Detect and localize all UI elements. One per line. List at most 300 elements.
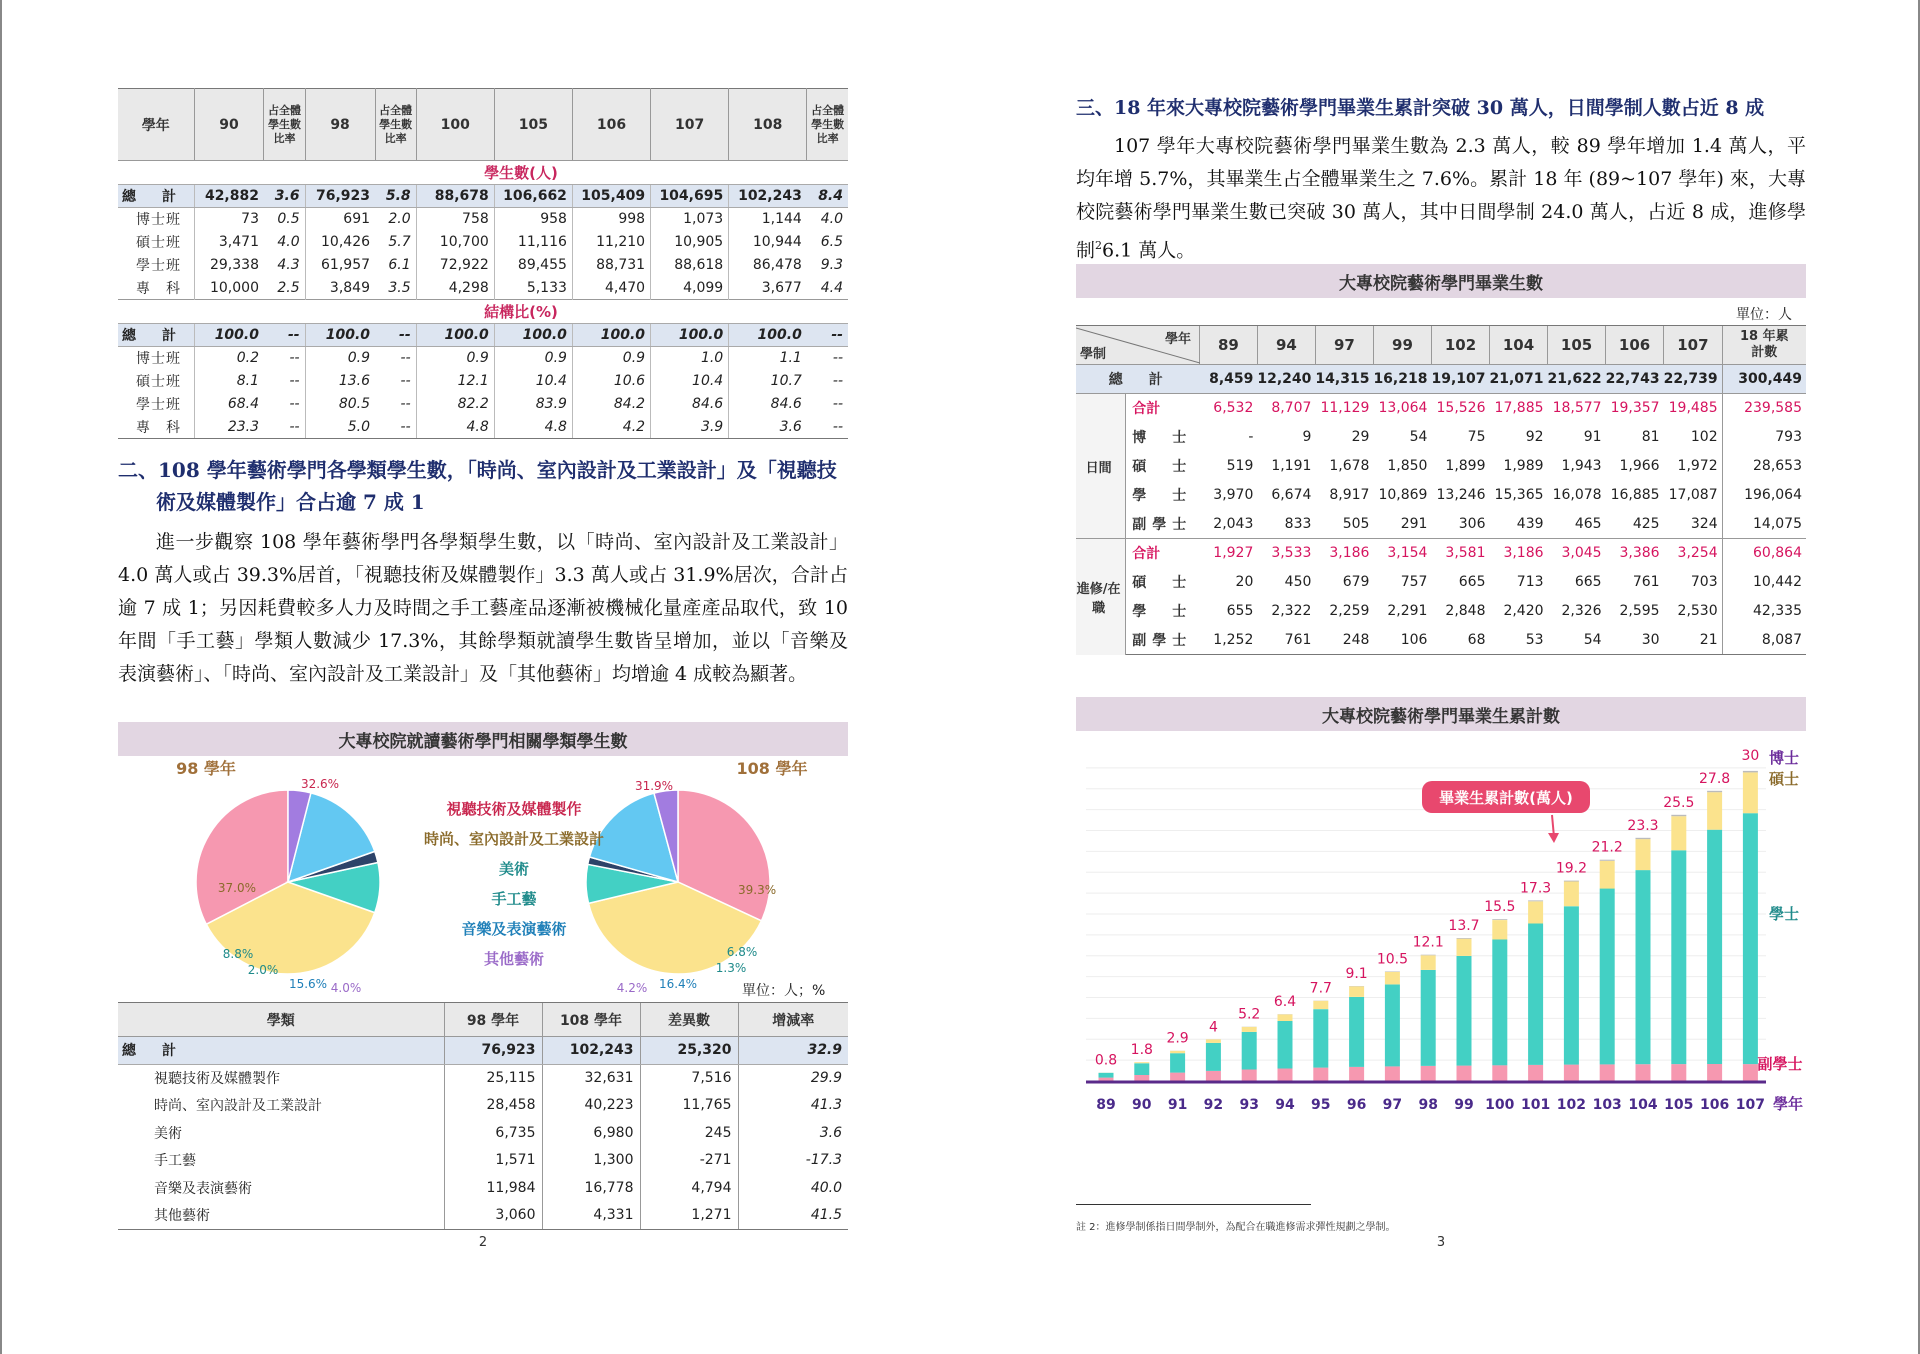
table-cell: 100.0 xyxy=(494,324,572,347)
header-cell: 108 xyxy=(729,89,807,161)
table-cell: 1,927 xyxy=(1199,539,1257,568)
table-cell: 40.0 xyxy=(738,1174,848,1202)
table-row xyxy=(1076,568,1806,597)
table-cell: 703 xyxy=(1690,574,1718,590)
table-row xyxy=(118,277,848,300)
series-label: 副學士 xyxy=(1757,1055,1803,1073)
bar-segment xyxy=(1707,830,1722,1064)
row-label: 碩士班 xyxy=(136,374,181,390)
bar-segment xyxy=(1671,815,1686,816)
table-cell: 245 xyxy=(640,1119,738,1147)
header-cell: 89 xyxy=(1199,326,1257,365)
table-cell: 11,984 xyxy=(444,1174,542,1202)
table-cell: 4.4 xyxy=(820,279,843,296)
table-cell: 21 xyxy=(1664,626,1723,655)
row-label: 合計 xyxy=(1126,394,1200,423)
table-cell: 1,850 xyxy=(1387,458,1428,474)
table-row xyxy=(1076,423,1806,452)
table-cell: 100.0 xyxy=(572,324,650,347)
bar-segment xyxy=(1457,1066,1472,1081)
table-cell: 73 xyxy=(194,208,264,231)
table-cell: 3.9 xyxy=(651,416,729,439)
table-cell: 239,585 xyxy=(1722,394,1806,423)
footnote: 註 2：進修學制係指日間學制外，為配合在職進修需求彈性規劃之學制。 xyxy=(1076,1222,1396,1233)
table-cell: 2.0 xyxy=(388,211,411,228)
bar-segment xyxy=(1600,1064,1615,1081)
table-row xyxy=(118,1119,848,1147)
unit-label: 單位：人 xyxy=(1736,307,1792,323)
table-cell: 20 xyxy=(1235,574,1254,590)
bar-segment xyxy=(1313,1009,1328,1067)
table-cell: -- xyxy=(289,373,300,389)
row-label: 其他藝術 xyxy=(118,1202,444,1230)
table-cell: 10.6 xyxy=(572,370,650,393)
table-cell: 761 xyxy=(1257,626,1315,655)
bar-segment xyxy=(1313,1068,1328,1081)
table-cell: 761 xyxy=(1632,574,1660,590)
table-cell: 1,571 xyxy=(444,1147,542,1175)
table-cell: -- xyxy=(264,416,305,439)
header-cell: 106 xyxy=(1606,326,1664,365)
table-cell: 28,458 xyxy=(444,1092,542,1120)
bar-segment xyxy=(1671,850,1686,1064)
table-cell: 42,335 xyxy=(1722,597,1806,626)
table-cell: 519 xyxy=(1226,458,1254,474)
series-label: 碩士 xyxy=(1768,770,1800,788)
table-cell: 1,943 xyxy=(1561,458,1602,474)
header-cell: 學年 xyxy=(118,89,194,161)
table-cell: 1,678 xyxy=(1329,458,1370,474)
x-tick-label: 98 xyxy=(1418,1097,1438,1113)
table-cell: 19,357 xyxy=(1606,394,1664,423)
table-cell: 81 xyxy=(1641,429,1660,445)
table-cell: 10,700 xyxy=(416,231,494,254)
table-cell: 2,326 xyxy=(1561,603,1602,619)
table-cell: 998 xyxy=(572,208,650,231)
table3-title: 大專校院藝術學門畢業生數 xyxy=(1076,264,1806,298)
bar-segment xyxy=(1457,938,1472,939)
table-cell: 1,252 xyxy=(1199,626,1257,655)
bar-segment xyxy=(1492,1065,1507,1081)
row-label: 學 士 xyxy=(1132,604,1193,620)
bar-segment xyxy=(1206,1043,1221,1071)
bar-segment xyxy=(1492,919,1507,920)
table-row xyxy=(1076,452,1806,481)
table-cell: -17.3 xyxy=(738,1147,848,1175)
graduates-table xyxy=(1076,325,1806,655)
bar-segment xyxy=(1134,1062,1149,1063)
header-cell: 100 xyxy=(416,89,494,161)
bar-segment xyxy=(1099,1073,1114,1078)
table-cell: 19,485 xyxy=(1664,394,1723,423)
header-cell: 98 xyxy=(305,89,375,161)
row-label: 博 士 xyxy=(1132,430,1193,446)
table-cell: 100.0 xyxy=(651,324,729,347)
table-row xyxy=(118,393,848,416)
table-cell: 4.0 xyxy=(277,234,300,250)
table-cell: 17,885 xyxy=(1490,394,1548,423)
table-cell: -- xyxy=(264,324,305,347)
bar-total-label: 12.1 xyxy=(1412,934,1444,951)
x-tick-label: 101 xyxy=(1520,1097,1551,1113)
table-cell: 2,595 xyxy=(1619,603,1660,619)
x-tick-label: 106 xyxy=(1699,1097,1730,1113)
bar-segment xyxy=(1743,813,1758,1064)
row-label: 博士班 xyxy=(136,351,181,368)
bar-total-label: 7.7 xyxy=(1309,980,1332,997)
table-cell: 1.0 xyxy=(651,347,729,370)
bar-total-label: 6.4 xyxy=(1273,994,1297,1011)
table-cell: 10,426 xyxy=(305,231,375,254)
table-cell: 3,677 xyxy=(729,277,807,300)
heading-line: 二、108 學年藝術學門各學類學生數，「時尚、室內設計及工業設計」及「視聽技 xyxy=(118,458,837,482)
table-cell: 8.4 xyxy=(807,185,848,208)
bar-segment xyxy=(1743,772,1758,813)
table-cell: 300,449 xyxy=(1722,365,1806,394)
table-cell: 15,365 xyxy=(1494,487,1544,503)
table-cell: 100.0 xyxy=(305,324,375,347)
bar-total-label: 15.5 xyxy=(1484,899,1516,916)
table-cell: 102,243 xyxy=(729,185,807,208)
table-cell: 4.8 xyxy=(416,416,494,439)
table-cell: 106 xyxy=(1373,626,1431,655)
bar-segment xyxy=(1636,838,1651,839)
table-row xyxy=(118,1202,848,1230)
bar-segment xyxy=(1492,940,1507,1066)
table-cell: 3,471 xyxy=(194,231,264,254)
table-cell: 3,060 xyxy=(444,1202,542,1230)
pie-charts xyxy=(118,756,848,996)
table-row xyxy=(1076,597,1806,626)
corner-bottom: 學制 xyxy=(1080,347,1107,362)
row-label: 碩 士 xyxy=(1132,575,1193,591)
cumulative-graduates-chart xyxy=(1076,735,1806,1115)
header-cell: 90 xyxy=(194,89,264,161)
table-cell: 84.6 xyxy=(651,393,729,416)
table-cell: 28,653 xyxy=(1722,452,1806,481)
table-cell: 72,922 xyxy=(416,254,494,277)
footnote-ref: 2 xyxy=(1095,239,1103,252)
bar-segment xyxy=(1600,860,1615,861)
table-cell: 88,731 xyxy=(572,254,650,277)
section-2-heading xyxy=(118,454,848,518)
bar-segment xyxy=(1636,839,1651,870)
table-row xyxy=(1076,626,1806,655)
bar-segment xyxy=(1278,1014,1293,1021)
table-cell: 75 xyxy=(1467,429,1486,445)
table-cell: 8,087 xyxy=(1722,626,1806,655)
section-label: 學生數(人) xyxy=(194,161,848,185)
bar-segment xyxy=(1385,972,1400,985)
students-by-level-table xyxy=(118,88,848,439)
header-cell: 105 xyxy=(494,89,572,161)
table-cell: 4,298 xyxy=(416,277,494,300)
table-cell: 0.9 xyxy=(494,347,572,370)
pie-data-label: 15.6% xyxy=(288,977,328,991)
footnote-rule xyxy=(1076,1204,1311,1205)
table-cell: -- xyxy=(289,396,300,412)
pie-data-label: 2.0% xyxy=(247,963,279,977)
pie-legend xyxy=(424,800,604,968)
page-2 xyxy=(118,0,848,1354)
table-cell: -- xyxy=(375,324,416,347)
table-cell: 11,116 xyxy=(494,231,572,254)
table-cell: 0.9 xyxy=(416,347,494,370)
table-cell: 2.5 xyxy=(277,279,300,296)
bar-total-label: 10.5 xyxy=(1376,951,1408,968)
table-cell: 450 xyxy=(1284,574,1312,590)
table-cell: 2,291 xyxy=(1387,603,1428,619)
table-cell: 2,322 xyxy=(1271,603,1312,619)
table-row xyxy=(1076,394,1806,423)
bar-segment xyxy=(1421,955,1436,970)
row-label: 美術 xyxy=(154,1125,182,1142)
table-cell: 1.1 xyxy=(729,347,807,370)
callout-text: 畢業生累計數(萬人) xyxy=(1439,789,1573,807)
row-label: 博士班 xyxy=(136,212,181,229)
header-cell: 占全體學生數比率 xyxy=(375,89,416,161)
bar-segment xyxy=(1421,955,1436,956)
table-cell: 91 xyxy=(1583,429,1602,445)
header-cell: 學類 xyxy=(118,1003,444,1037)
table-cell: 29,338 xyxy=(194,254,264,277)
table-cell: 41.3 xyxy=(738,1092,848,1120)
x-axis-label: 學年 xyxy=(1772,1095,1804,1113)
table-cell: 76,923 xyxy=(444,1037,542,1065)
table-row xyxy=(118,1037,848,1065)
table-cell: 86,478 xyxy=(729,254,807,277)
section-3-heading: 三、18 年來大專校院藝術學門畢業生累計突破 30 萬人，日間學制人數占近 8 成 xyxy=(1076,97,1765,119)
corner-cell xyxy=(1076,326,1199,365)
row-label: 副學士 xyxy=(1132,516,1193,533)
category-students-table xyxy=(118,1002,848,1230)
table-cell: 3,581 xyxy=(1431,539,1489,568)
row-label: 學士班 xyxy=(136,258,181,274)
pie-data-label: 4.2% xyxy=(616,981,648,995)
table-cell: 41.5 xyxy=(738,1202,848,1230)
x-tick-label: 103 xyxy=(1592,1097,1622,1113)
x-tick-labels xyxy=(1096,1097,1765,1113)
table-cell: 100.0 xyxy=(194,324,264,347)
table-cell: 8,707 xyxy=(1257,394,1315,423)
pie-data-label: 39.3% xyxy=(738,883,777,897)
x-tick-label: 90 xyxy=(1132,1097,1152,1113)
table-cell: 22,739 xyxy=(1664,365,1723,394)
table-cell: 16,218 xyxy=(1373,365,1431,394)
table-cell: 10.4 xyxy=(494,370,572,393)
callout-arrowhead xyxy=(1548,833,1559,843)
table-cell: 60,864 xyxy=(1722,539,1806,568)
table-cell: 61,957 xyxy=(305,254,375,277)
table-cell: 2,420 xyxy=(1503,603,1544,619)
bar-segment xyxy=(1564,1065,1579,1081)
table-cell: 15,526 xyxy=(1431,394,1489,423)
bar-segment xyxy=(1134,1063,1149,1075)
header-cell: 18 年累計數 xyxy=(1722,326,1806,365)
x-tick-label: 102 xyxy=(1556,1097,1587,1113)
table-cell: 12,240 xyxy=(1257,365,1315,394)
bar-segment xyxy=(1564,881,1579,882)
table-cell: 68.4 xyxy=(194,393,264,416)
header-cell: 97 xyxy=(1315,326,1373,365)
x-tick-label: 89 xyxy=(1096,1097,1116,1113)
table-cell: 757 xyxy=(1400,574,1428,590)
table-cell: 3,533 xyxy=(1257,539,1315,568)
table-cell: -- xyxy=(832,373,843,389)
bar-segment xyxy=(1349,1067,1364,1081)
section-2-paragraph: 進一步觀察 108 學年藝術學門各學類學生數，以「時尚、室內設計及工業設計」4.0 萬人或占 39.3%居首，「視聽技術及媒體製作」3.3 萬人或占 31.9%居次，合計占逾 7 成 1；另因耗費較多人力及時間之手工藝產品逐漸被機械化量產產品取代，致 10 年間「手工藝」學類人數減少 17.3%，其餘學類就讀學生數皆呈增加，並以「音樂及表演藝術」、「時尚、室內設計及工業設計」及「其他藝術」均增逾 4 成較為顯著。 xyxy=(118,531,848,685)
table-cell: -- xyxy=(400,373,411,389)
header-cell: 98 學年 xyxy=(444,1003,542,1037)
table-cell: 10,869 xyxy=(1378,487,1428,503)
table-row xyxy=(118,208,848,231)
header-cell: 94 xyxy=(1257,326,1315,365)
row-label: 碩 士 xyxy=(1132,459,1193,475)
pie-right-year: 108 學年 xyxy=(736,759,808,778)
row-label: 專 科 xyxy=(118,416,194,439)
section-spacer xyxy=(118,300,194,324)
header-cell: 差異數 xyxy=(640,1003,738,1037)
table-header xyxy=(118,1003,848,1037)
bar-segment xyxy=(1528,901,1543,923)
table-cell: 4.3 xyxy=(277,257,300,273)
table-cell: 5.8 xyxy=(375,185,416,208)
table-cell: 6,674 xyxy=(1271,487,1312,503)
bar-total-label: 23.3 xyxy=(1627,817,1659,834)
bar-segment xyxy=(1206,1071,1221,1081)
table-cell: 3,254 xyxy=(1664,539,1723,568)
bar-segment xyxy=(1242,1027,1257,1032)
table-cell: -- xyxy=(375,416,416,439)
x-tick-label: 99 xyxy=(1454,1097,1474,1113)
bar-segment xyxy=(1636,870,1651,1064)
bar-segment xyxy=(1206,1039,1221,1043)
table-cell: 4,794 xyxy=(640,1174,738,1202)
header-cell: 108 學年 xyxy=(542,1003,640,1037)
table-cell: 83.9 xyxy=(494,393,572,416)
row-label: 碩士班 xyxy=(136,235,181,251)
table-cell: 32,631 xyxy=(542,1064,640,1092)
page-3 xyxy=(1076,0,1806,1354)
bar-segment xyxy=(1564,882,1579,907)
row-label: 音樂及表演藝術 xyxy=(154,1180,252,1197)
table-cell: 10.7 xyxy=(729,370,807,393)
table-cell: 465 xyxy=(1574,515,1602,532)
table-cell: 9.3 xyxy=(820,257,843,273)
table-cell: 4.8 xyxy=(494,416,572,439)
table-cell: -- xyxy=(832,396,843,412)
x-tick-label: 96 xyxy=(1346,1097,1367,1113)
corner-top: 學年 xyxy=(1164,332,1191,347)
table-cell: 1,989 xyxy=(1503,458,1544,474)
table-cell: 679 xyxy=(1342,574,1370,590)
table-cell: 4.0 xyxy=(820,211,843,228)
table-cell: -- xyxy=(807,416,848,439)
bar-segment xyxy=(1421,970,1436,1066)
header-cell: 107 xyxy=(651,89,729,161)
table-cell: 23.3 xyxy=(194,416,264,439)
table-row xyxy=(118,231,848,254)
table-cell: 8.1 xyxy=(194,370,264,393)
table-cell: 2,043 xyxy=(1213,515,1254,532)
pie-data-label: 32.6% xyxy=(300,777,340,791)
pie-data-label: 6.8% xyxy=(726,945,758,959)
row-label: 合計 xyxy=(1126,539,1200,568)
bar-segment xyxy=(1528,900,1543,901)
group-label: 日間 xyxy=(1076,394,1126,539)
header-cell: 102 xyxy=(1431,326,1489,365)
table-cell: 1,899 xyxy=(1445,458,1486,474)
table-cell: 3,154 xyxy=(1373,539,1431,568)
table-cell: 1,191 xyxy=(1271,458,1312,474)
table-cell: 30 xyxy=(1606,626,1664,655)
table-row xyxy=(118,1147,848,1175)
table-cell: 958 xyxy=(494,208,572,231)
bar-segment xyxy=(1278,1021,1293,1069)
bar-segment xyxy=(1421,1066,1436,1081)
table-header xyxy=(1076,326,1806,365)
bar-total-label: 13.7 xyxy=(1448,918,1480,934)
table-cell: 439 xyxy=(1516,515,1544,532)
page-number: 3 xyxy=(1436,1235,1446,1250)
section-label: 結構比(%) xyxy=(194,300,848,324)
x-tick-label: 92 xyxy=(1203,1097,1224,1113)
table-cell: 306 xyxy=(1458,515,1486,532)
header-cell: 增減率 xyxy=(738,1003,848,1037)
table-cell: 106,662 xyxy=(494,185,572,208)
table-row xyxy=(1076,510,1806,539)
table-cell: 3,186 xyxy=(1315,539,1373,568)
x-tick-label: 107 xyxy=(1735,1097,1766,1113)
table-cell: 12.1 xyxy=(416,370,494,393)
table-cell: 324 xyxy=(1690,515,1718,532)
table-row xyxy=(118,1092,848,1120)
header-cell: 106 xyxy=(572,89,650,161)
table-cell: 82.2 xyxy=(416,393,494,416)
table-cell: 14,075 xyxy=(1722,510,1806,539)
table-row xyxy=(118,324,848,347)
table-cell: 8,459 xyxy=(1199,365,1257,394)
header-cell: 105 xyxy=(1548,326,1606,365)
table-cell: 7,516 xyxy=(640,1064,738,1092)
table-cell: 425 xyxy=(1632,515,1660,532)
table-cell: 40,223 xyxy=(542,1092,640,1120)
section-row xyxy=(118,300,848,324)
row-label: 學士班 xyxy=(136,397,181,413)
bar-total-label: 4 xyxy=(1208,1019,1218,1036)
table-cell: 22,743 xyxy=(1606,365,1664,394)
table-cell: 3,386 xyxy=(1606,539,1664,568)
table-cell: 18,577 xyxy=(1548,394,1606,423)
table-row xyxy=(1076,481,1806,510)
bar-total-label: 1.8 xyxy=(1130,1042,1153,1059)
table-cell: 13,064 xyxy=(1373,394,1431,423)
bar-segment xyxy=(1349,997,1364,1067)
table-cell: -- xyxy=(289,350,300,367)
table-row xyxy=(118,1174,848,1202)
row-label: 手工藝 xyxy=(154,1153,196,1170)
table-row xyxy=(118,185,848,208)
table-cell: 6,532 xyxy=(1199,394,1257,423)
table-cell: 19,107 xyxy=(1431,365,1489,394)
table-cell: 1,966 xyxy=(1619,458,1660,474)
table-row xyxy=(118,254,848,277)
bar-segment xyxy=(1170,1053,1185,1072)
bar-segment xyxy=(1278,1069,1293,1082)
table-cell: 92 xyxy=(1525,429,1544,445)
table-cell: 6.1 xyxy=(388,257,411,273)
table-cell: 88,618 xyxy=(651,254,729,277)
